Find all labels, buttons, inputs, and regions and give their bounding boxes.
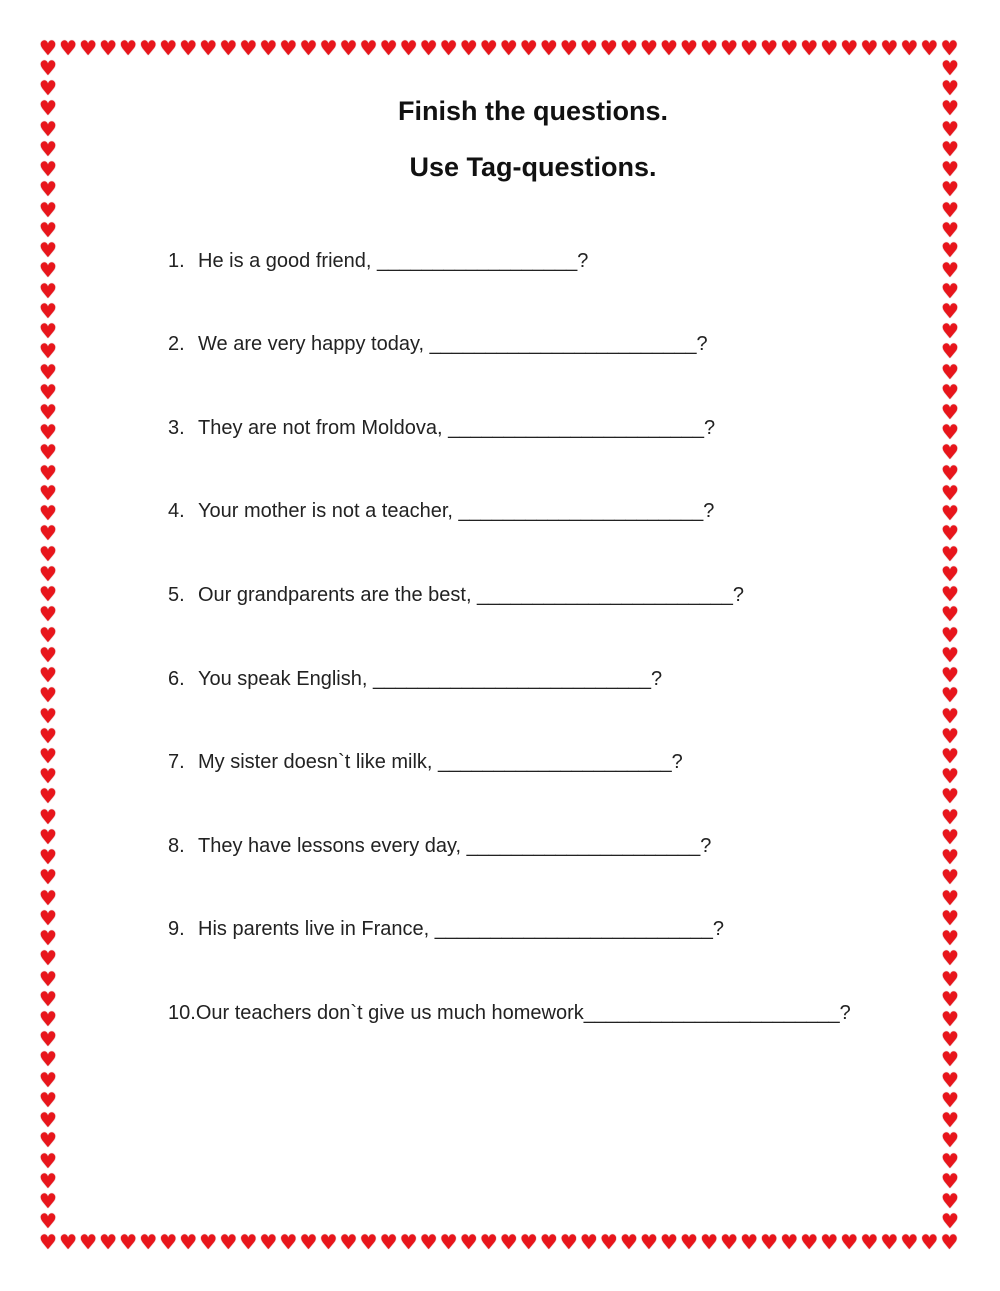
heart-icon: ♥	[39, 723, 57, 748]
heart-icon: ♥	[700, 36, 718, 60]
heart-icon: ♥	[740, 36, 759, 60]
question-text: They have lessons every day, _____________________?	[198, 835, 712, 857]
heart-icon: ♥	[39, 136, 57, 161]
question-text: We are very happy today, ________________________?	[198, 333, 708, 355]
heart-icon: ♥	[39, 460, 57, 485]
heart-icon: ♥	[941, 1027, 959, 1052]
heart-icon: ♥	[39, 1128, 57, 1153]
question-number: 2.	[168, 333, 185, 355]
heart-icon: ♥	[39, 622, 57, 647]
heart-icon: ♥	[39, 541, 57, 566]
heart-icon: ♥	[259, 1230, 278, 1254]
question-2	[168, 333, 708, 356]
heart-icon: ♥	[941, 157, 959, 182]
heart-icon: ♥	[39, 379, 57, 404]
heart-icon: ♥	[900, 36, 919, 60]
heart-icon: ♥	[119, 36, 138, 60]
heart-border-top	[38, 38, 960, 58]
heart-icon: ♥	[780, 1230, 799, 1254]
heart-icon: ♥	[941, 1007, 959, 1032]
question-text: His parents live in France, _________________________?	[198, 918, 724, 940]
heart-icon: ♥	[941, 1148, 959, 1173]
question-text: Our teachers don`t give us much homework_______________________?	[195, 1002, 851, 1024]
heart-icon: ♥	[39, 784, 57, 809]
heart-icon: ♥	[860, 36, 879, 60]
worksheet-title: Finish the questions.	[397, 96, 668, 126]
heart-icon: ♥	[39, 1067, 57, 1092]
heart-icon: ♥	[941, 865, 959, 890]
heart-icon: ♥	[39, 96, 57, 121]
question-text: He is a good friend, __________________?	[198, 250, 589, 272]
heart-icon: ♥	[740, 1230, 759, 1254]
heart-icon: ♥	[39, 946, 57, 971]
heart-icon: ♥	[639, 36, 658, 60]
heart-icon: ♥	[39, 764, 57, 789]
heart-icon: ♥	[940, 1230, 959, 1254]
heart-icon: ♥	[941, 723, 959, 748]
heart-icon: ♥	[39, 1047, 57, 1072]
heart-icon: ♥	[39, 1148, 57, 1173]
heart-icon: ♥	[880, 1230, 899, 1254]
question-8	[168, 835, 711, 858]
question-1	[168, 250, 588, 273]
heart-icon: ♥	[359, 36, 378, 60]
heart-icon: ♥	[660, 1230, 678, 1254]
heart-icon: ♥	[39, 905, 57, 930]
heart-icon: ♥	[760, 1230, 779, 1254]
heart-icon: ♥	[941, 703, 959, 728]
heart-icon: ♥	[39, 1189, 57, 1214]
heart-icon: ♥	[39, 561, 57, 586]
heart-icon: ♥	[39, 116, 57, 141]
heart-icon: ♥	[941, 440, 959, 465]
heart-icon: ♥	[780, 36, 799, 60]
heart-icon: ♥	[700, 1230, 718, 1254]
heart-icon: ♥	[319, 36, 338, 60]
question-6	[168, 668, 662, 691]
heart-icon: ♥	[800, 1230, 819, 1254]
heart-icon: ♥	[279, 36, 298, 60]
heart-icon: ♥	[39, 1209, 57, 1234]
heart-icon: ♥	[941, 743, 959, 768]
heart-icon: ♥	[840, 1230, 859, 1254]
heart-icon: ♥	[219, 36, 238, 60]
heart-icon: ♥	[559, 1230, 578, 1254]
heart-icon: ♥	[599, 36, 618, 60]
heart-icon: ♥	[499, 1230, 518, 1254]
heart-icon: ♥	[39, 1087, 57, 1112]
heart-icon: ♥	[39, 298, 57, 323]
heart-icon: ♥	[39, 480, 57, 505]
heart-icon: ♥	[941, 116, 959, 141]
heart-icon: ♥	[941, 1209, 959, 1234]
heart-icon: ♥	[39, 1230, 57, 1254]
heart-icon: ♥	[399, 36, 418, 60]
heart-icon: ♥	[39, 642, 57, 667]
heart-icon: ♥	[319, 1230, 338, 1254]
heart-icon: ♥	[760, 36, 779, 60]
heart-icon: ♥	[259, 36, 278, 60]
heart-icon: ♥	[880, 36, 899, 60]
heart-icon: ♥	[941, 622, 959, 647]
heart-icon: ♥	[941, 986, 959, 1011]
heart-icon: ♥	[99, 36, 118, 60]
heart-icon: ♥	[941, 642, 959, 667]
heart-icon: ♥	[941, 278, 959, 303]
heart-icon: ♥	[79, 1230, 98, 1254]
heart-icon: ♥	[941, 420, 959, 445]
heart-icon: ♥	[299, 36, 318, 60]
heart-icon: ♥	[941, 217, 959, 242]
heart-icon: ♥	[941, 1067, 959, 1092]
heart-icon: ♥	[39, 319, 57, 344]
heart-icon: ♥	[941, 480, 959, 505]
heart-icon: ♥	[941, 359, 959, 384]
heart-icon: ♥	[941, 298, 959, 323]
heart-icon: ♥	[479, 1230, 498, 1254]
heart-icon: ♥	[941, 1168, 959, 1193]
heart-icon: ♥	[39, 258, 57, 283]
heart-icon: ♥	[941, 946, 959, 971]
heart-icon: ♥	[219, 1230, 238, 1254]
heart-icon: ♥	[680, 1230, 698, 1254]
heart-icon: ♥	[139, 1230, 158, 1254]
heart-icon: ♥	[820, 36, 839, 60]
heart-icon: ♥	[579, 36, 598, 60]
heart-icon: ♥	[39, 278, 57, 303]
heart-icon: ♥	[419, 1230, 438, 1254]
question-number: 8.	[168, 835, 185, 857]
heart-icon: ♥	[39, 359, 57, 384]
heart-icon: ♥	[941, 379, 959, 404]
heart-icon: ♥	[519, 36, 538, 60]
heart-icon: ♥	[941, 177, 959, 202]
heart-icon: ♥	[639, 1230, 658, 1254]
heart-icon: ♥	[299, 1230, 318, 1254]
heart-icon: ♥	[941, 501, 959, 526]
heart-icon: ♥	[900, 1230, 919, 1254]
heart-icon: ♥	[379, 36, 398, 60]
heart-icon: ♥	[39, 1168, 57, 1193]
question-text: You speak English, _________________________?	[198, 668, 663, 690]
heart-icon: ♥	[941, 561, 959, 586]
question-number: 10.	[168, 1002, 196, 1024]
heart-border-right	[940, 58, 960, 1232]
heart-icon: ♥	[59, 1230, 77, 1254]
heart-border-bottom	[38, 1232, 960, 1252]
heart-icon: ♥	[559, 36, 578, 60]
heart-icon: ♥	[39, 339, 57, 364]
heart-icon: ♥	[39, 501, 57, 526]
heart-icon: ♥	[39, 804, 57, 829]
heart-icon: ♥	[39, 986, 57, 1011]
question-number: 3.	[168, 417, 185, 439]
heart-icon: ♥	[339, 36, 358, 60]
question-9	[168, 918, 724, 941]
heart-icon: ♥	[940, 36, 959, 60]
heart-icon: ♥	[199, 36, 218, 60]
question-number: 4.	[168, 500, 185, 522]
heart-icon: ♥	[720, 1230, 739, 1254]
heart-icon: ♥	[820, 1230, 839, 1254]
heart-icon: ♥	[39, 824, 57, 849]
heart-icon: ♥	[920, 1230, 939, 1254]
heart-icon: ♥	[239, 1230, 258, 1254]
heart-icon: ♥	[39, 1007, 57, 1032]
heart-icon: ♥	[39, 217, 57, 242]
heart-icon: ♥	[941, 339, 959, 364]
heart-icon: ♥	[941, 663, 959, 688]
heart-icon: ♥	[399, 1230, 418, 1254]
heart-icon: ♥	[941, 541, 959, 566]
heart-icon: ♥	[800, 36, 819, 60]
heart-icon: ♥	[39, 703, 57, 728]
heart-icon: ♥	[39, 157, 57, 182]
heart-icon: ♥	[39, 1027, 57, 1052]
heart-icon: ♥	[39, 440, 57, 465]
heart-icon: ♥	[941, 460, 959, 485]
heart-icon: ♥	[941, 683, 959, 708]
heart-icon: ♥	[941, 136, 959, 161]
heart-icon: ♥	[660, 36, 678, 60]
heart-icon: ♥	[39, 399, 57, 424]
heart-icon: ♥	[941, 602, 959, 627]
heart-icon: ♥	[459, 1230, 478, 1254]
heart-icon: ♥	[479, 36, 498, 60]
heart-icon: ♥	[39, 420, 57, 445]
heart-icon: ♥	[941, 1047, 959, 1072]
heart-icon: ♥	[39, 663, 57, 688]
heart-icon: ♥	[499, 36, 518, 60]
heart-icon: ♥	[39, 966, 57, 991]
heart-icon: ♥	[199, 1230, 218, 1254]
heart-icon: ♥	[459, 36, 478, 60]
heart-icon: ♥	[239, 36, 258, 60]
heart-icon: ♥	[920, 36, 939, 60]
heart-icon: ♥	[79, 36, 98, 60]
heart-icon: ♥	[39, 926, 57, 951]
question-number: 7.	[168, 751, 185, 773]
heart-icon: ♥	[59, 36, 77, 60]
heart-icon: ♥	[279, 1230, 298, 1254]
heart-icon: ♥	[941, 885, 959, 910]
heart-icon: ♥	[39, 177, 57, 202]
heart-icon: ♥	[439, 1230, 458, 1254]
heart-icon: ♥	[39, 36, 57, 60]
heart-icon: ♥	[39, 521, 57, 546]
heart-icon: ♥	[941, 845, 959, 870]
question-text: My sister doesn`t like milk, _____________________?	[198, 751, 683, 773]
heart-icon: ♥	[519, 1230, 538, 1254]
heart-icon: ♥	[941, 926, 959, 951]
heart-icon: ♥	[941, 197, 959, 222]
worksheet-subtitle: Use Tag-questions.	[409, 152, 657, 182]
question-number: 1.	[168, 250, 185, 272]
question-text: Your mother is not a teacher, ______________________?	[198, 500, 715, 522]
heart-icon: ♥	[39, 602, 57, 627]
heart-icon: ♥	[39, 683, 57, 708]
question-number: 9.	[168, 918, 185, 940]
heart-icon: ♥	[99, 1230, 118, 1254]
heart-icon: ♥	[840, 36, 859, 60]
heart-icon: ♥	[359, 1230, 378, 1254]
heart-icon: ♥	[39, 1108, 57, 1133]
heart-icon: ♥	[159, 1230, 178, 1254]
heart-icon: ♥	[39, 743, 57, 768]
question-number: 6.	[168, 668, 185, 690]
heart-icon: ♥	[941, 582, 959, 607]
heart-icon: ♥	[941, 56, 959, 80]
heart-icon: ♥	[139, 36, 158, 60]
heart-icon: ♥	[619, 36, 638, 60]
question-4	[168, 500, 714, 523]
heart-icon: ♥	[39, 56, 57, 80]
heart-icon: ♥	[39, 582, 57, 607]
heart-icon: ♥	[941, 784, 959, 809]
heart-icon: ♥	[419, 36, 438, 60]
heart-icon: ♥	[579, 1230, 598, 1254]
heart-icon: ♥	[539, 36, 558, 60]
heart-icon: ♥	[379, 1230, 398, 1254]
heart-icon: ♥	[119, 1230, 138, 1254]
heart-icon: ♥	[941, 76, 959, 101]
heart-icon: ♥	[339, 1230, 358, 1254]
question-number: 5.	[168, 584, 185, 606]
heart-icon: ♥	[941, 238, 959, 263]
heart-icon: ♥	[39, 845, 57, 870]
heart-icon: ♥	[941, 1087, 959, 1112]
heart-icon: ♥	[39, 865, 57, 890]
heart-icon: ♥	[179, 36, 198, 60]
heart-icon: ♥	[941, 804, 959, 829]
heart-icon: ♥	[39, 885, 57, 910]
question-text: They are not from Moldova, _______________________?	[198, 417, 716, 439]
heart-icon: ♥	[941, 905, 959, 930]
question-text: Our grandparents are the best, _______________________?	[198, 584, 745, 606]
heart-icon: ♥	[941, 258, 959, 283]
heart-icon: ♥	[680, 36, 698, 60]
heart-icon: ♥	[941, 1189, 959, 1214]
heart-icon: ♥	[179, 1230, 198, 1254]
question-5	[168, 584, 744, 607]
heart-icon: ♥	[941, 319, 959, 344]
heart-icon: ♥	[941, 1108, 959, 1133]
heart-icon: ♥	[39, 238, 57, 263]
question-7	[168, 751, 683, 774]
heart-icon: ♥	[720, 36, 739, 60]
heart-icon: ♥	[539, 1230, 558, 1254]
heart-icon: ♥	[439, 36, 458, 60]
heart-icon: ♥	[860, 1230, 879, 1254]
heart-icon: ♥	[941, 399, 959, 424]
heart-icon: ♥	[941, 96, 959, 121]
heart-icon: ♥	[39, 197, 57, 222]
heart-icon: ♥	[39, 76, 57, 101]
heart-icon: ♥	[941, 764, 959, 789]
heart-icon: ♥	[619, 1230, 638, 1254]
heart-icon: ♥	[599, 1230, 618, 1254]
heart-icon: ♥	[159, 36, 178, 60]
heart-icon: ♥	[941, 966, 959, 991]
question-3	[168, 417, 715, 440]
heart-icon: ♥	[941, 824, 959, 849]
heart-border-left	[38, 58, 58, 1232]
heart-icon: ♥	[941, 521, 959, 546]
heart-icon: ♥	[941, 1128, 959, 1153]
question-10	[168, 1002, 851, 1025]
